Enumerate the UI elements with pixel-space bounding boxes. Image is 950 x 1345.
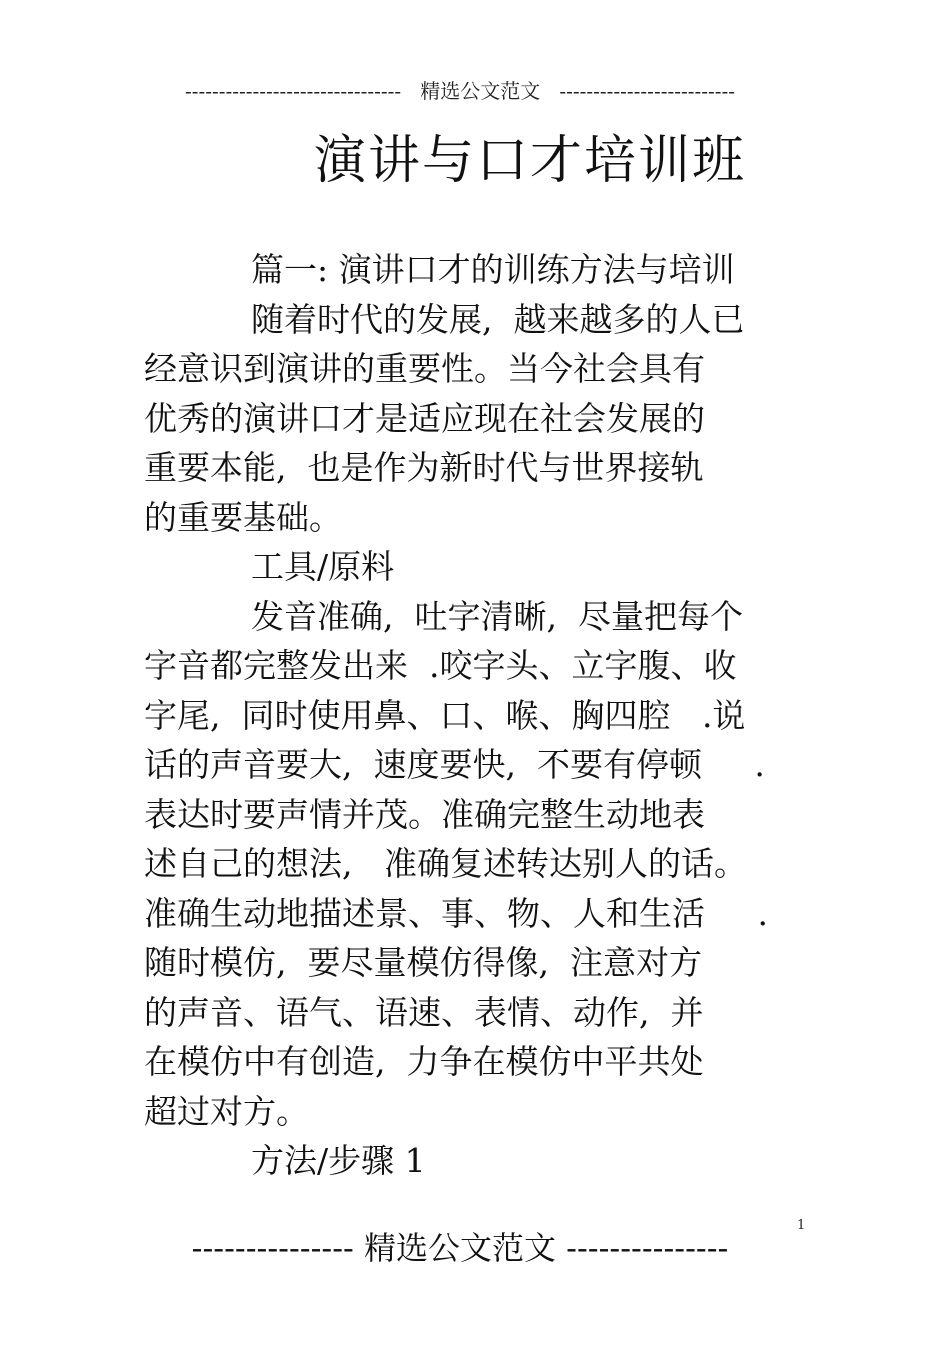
- text-line: 字尾, 同时使用鼻、口、喉、胸四腔 .说: [144, 695, 746, 735]
- text-line: 随时模仿, 要尽量模仿得像, 注意对方: [144, 943, 702, 982]
- text-line: 篇一: 演讲口才的训练方法与培训: [251, 250, 735, 289]
- text-line: 在模仿中有创造, 力争在模仿中平共处: [144, 1042, 704, 1081]
- text-line: 工具/原料: [251, 547, 395, 586]
- text-line: 话的声音要大, 速度要快, 不要有停顿 .: [144, 745, 765, 784]
- text-line: 随着时代的发展, 越来越多的人已: [251, 299, 745, 339]
- text-line: 的重要基础。: [144, 497, 342, 537]
- text-line: 超过对方。: [144, 1091, 309, 1131]
- text-line: 方法/步骤 1: [251, 1141, 426, 1180]
- text-line: 重要本能, 也是作为新时代与世界接轨: [144, 448, 704, 487]
- text-line: 字音都完整发出来 .咬字头、立字腹、收: [144, 646, 737, 685]
- document-title: 演讲与口才培训班: [313, 131, 746, 191]
- page-footer: --------------- 精选公文范文 ---------------: [191, 1229, 729, 1267]
- text-line: 述自己的想法, 准确复述转达别人的话。: [144, 844, 747, 883]
- text-line: 准确生动地描述景、事、物、人和生活 .: [144, 893, 768, 933]
- text-line: 发音准确, 吐字清晰, 尽量把每个: [251, 596, 743, 636]
- text-line: 经意识到演讲的重要性。当今社会具有: [144, 349, 705, 388]
- text-line: 表达时要声情并茂。准确完整生动地表: [144, 794, 705, 834]
- page-number: 1: [797, 1218, 806, 1233]
- text-line: 优秀的演讲口才是适应现在社会发展的: [144, 398, 705, 438]
- page-header: -------------------------------- 精选公文范文 --------------------------: [184, 79, 736, 103]
- text-line: 的声音、语气、语速、表情、动作, 并: [144, 992, 704, 1032]
- document-body: [144, 245, 806, 1186]
